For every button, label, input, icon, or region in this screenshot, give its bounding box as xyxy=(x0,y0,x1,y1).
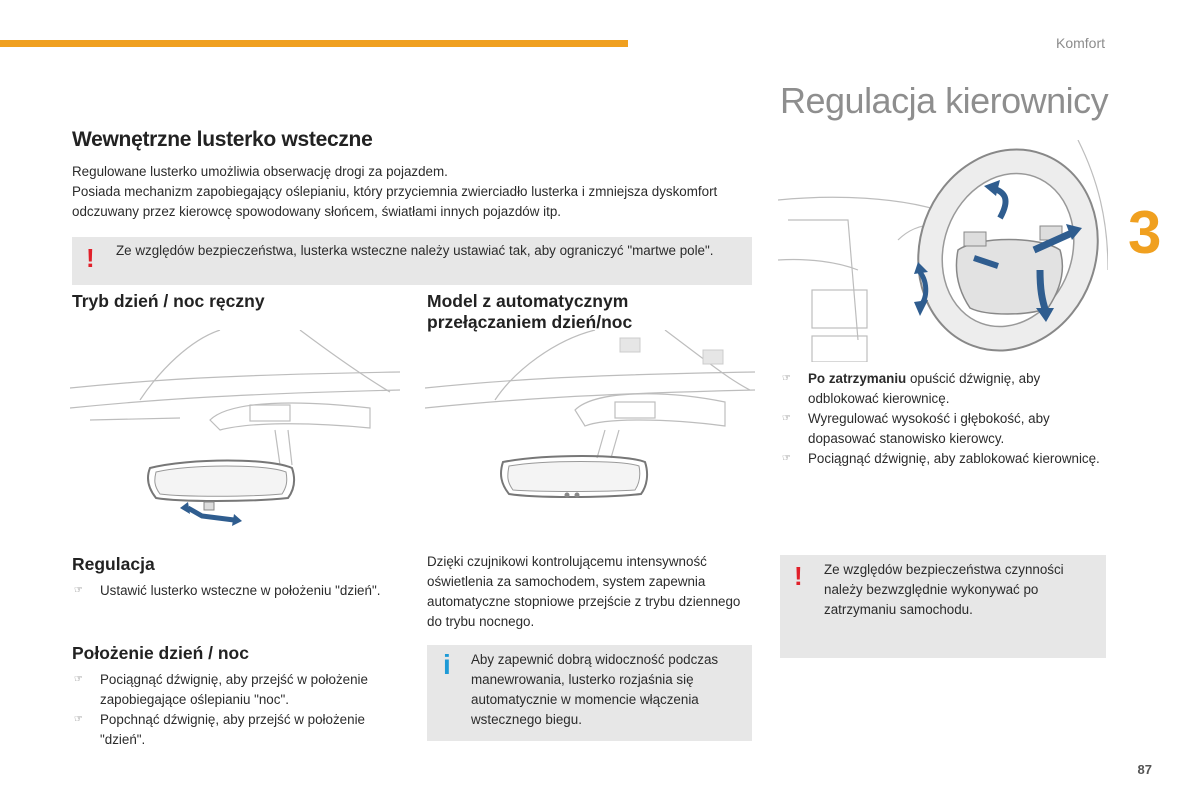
bullet-hand-icon: ☞ xyxy=(74,674,83,685)
steering-warning-text: Ze względów bezpieczeństwa czynności należy bezwzględnie wykonywać po zatrzymaniu samochodu. xyxy=(824,562,1064,617)
bullet-hand-icon: ☞ xyxy=(782,373,791,384)
auto-mode-title-line-1: Model z automatycznym xyxy=(427,291,629,311)
mirror-intro-line-1: Regulowane lusterko umożliwia obserwację drogi za pojazdem. xyxy=(72,164,448,179)
manual-mode-title: Tryb dzień / noc ręczny xyxy=(72,291,265,311)
list-item: ☞ Pociągnąć dźwignię, aby zablokować kierownicę. xyxy=(780,449,1100,469)
steering-steps-list xyxy=(780,369,1100,469)
auto-mode-title xyxy=(427,291,632,333)
manual-mirror-illustration xyxy=(70,330,400,530)
bullet-hand-icon: ☞ xyxy=(782,413,791,424)
auto-info-text: Aby zapewnić dobrą widoczność podczas manewrowania, lusterko rozjaśnia się automatycznie w momencie włączenia wstecznego biegu. xyxy=(471,652,719,727)
daynight-title: Położenie dzień / noc xyxy=(72,643,249,663)
auto-mode-title-line-2: przełączaniem dzień/noc xyxy=(427,312,633,332)
steering-title: Regulacja kierownicy xyxy=(780,80,1109,121)
auto-description: Dzięki czujnikowi kontrolującemu intensywność oświetlenia za samochodem, system zapewnia automatyczne stopniowe przejście z trybu dziennego do trybu nocnego. xyxy=(427,554,741,629)
mirror-warning-box xyxy=(72,237,752,285)
mirror-warning-text: Ze względów bezpieczeństwa, lusterka wsteczne należy ustawiać tak, aby ograniczyć "martwe pole". xyxy=(116,243,714,258)
bullet-hand-icon: ☞ xyxy=(74,714,83,725)
header-accent-bar xyxy=(0,40,628,47)
list-item: ☞ Wyregulować wysokość i głębokość, aby dopasować stanowisko kierowcy. xyxy=(782,411,1050,446)
chapter-number: 3 xyxy=(1128,199,1162,266)
steering-wheel-illustration xyxy=(778,140,1108,362)
mirror-intro-line-2: Posiada mechanizm zapobiegający oślepianiu, który przyciemnia zwierciadło lusterka i zmniejsza dyskomfort odczuwany przez kierowcę spowodowany słońcem, światłami innych pojazdów itp. xyxy=(72,184,718,219)
auto-mirror-illustration xyxy=(425,330,755,510)
bullet-hand-icon: ☞ xyxy=(74,585,83,596)
adjust-list xyxy=(72,581,392,601)
mirror-intro xyxy=(72,162,752,222)
section-label: Komfort xyxy=(1055,35,1105,51)
list-item: ☞ Ustawić lusterko wsteczne w położeniu "dzień". xyxy=(72,581,392,601)
auto-info-box xyxy=(427,645,752,741)
bullet-hand-icon: ☞ xyxy=(782,453,791,464)
list-item: ☞ Pociągnąć dźwignię, aby przejść w położenie zapobiegające oślepianiu "noc". xyxy=(74,672,368,707)
mirror-section-title: Wewnętrzne lusterko wsteczne xyxy=(72,128,373,151)
steering-warning-box xyxy=(780,555,1106,658)
warning-icon: ! xyxy=(794,561,803,591)
adjust-title: Regulacja xyxy=(72,554,155,574)
warning-icon: ! xyxy=(86,243,95,273)
daynight-list xyxy=(72,670,402,750)
page-number: 87 xyxy=(1137,762,1152,777)
info-icon: i xyxy=(443,649,451,680)
list-item: ☞ Po zatrzymaniu opuścić dźwignię, aby odblokować kierownicę. xyxy=(782,371,1041,406)
list-item: ☞ Popchnąć dźwignię, aby przejść w położenie "dzień". xyxy=(74,712,365,747)
